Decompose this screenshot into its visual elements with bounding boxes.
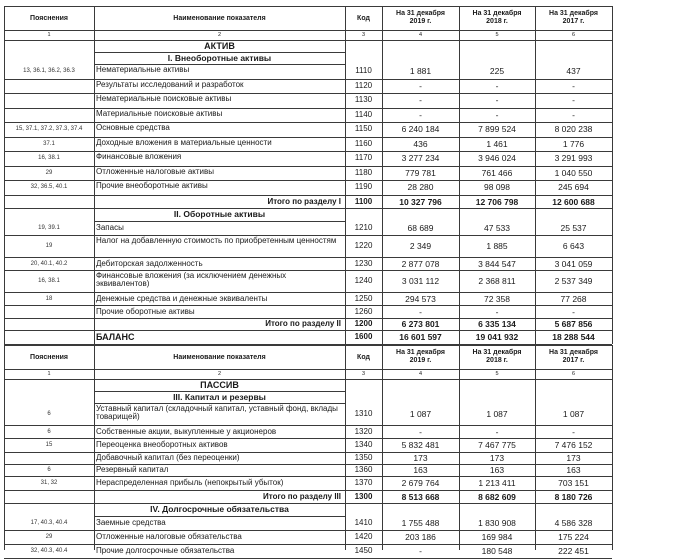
- value-2018: 173: [489, 452, 505, 463]
- value-2019: 173: [413, 452, 428, 463]
- row-note: 6: [47, 428, 51, 435]
- value-2018: 1 830 908: [478, 517, 516, 528]
- column-rule: [382, 345, 383, 379]
- row-note: 29: [45, 533, 53, 540]
- row-code: 1410: [354, 517, 373, 527]
- row-code: 1210: [354, 222, 373, 232]
- column-number: 2: [217, 370, 222, 377]
- value-2018: 225: [489, 66, 505, 76]
- column-rule: [535, 40, 536, 344]
- value-2018: 1 885: [486, 240, 508, 251]
- value-2019: 16 601 597: [399, 331, 442, 342]
- row-note: 17, 40.3, 40.4: [30, 519, 68, 526]
- value-2018: 163: [489, 464, 505, 475]
- value-2017: 703 151: [558, 477, 589, 488]
- row-rule: [4, 503, 612, 504]
- row-rule: [4, 208, 612, 209]
- value-2019: -: [419, 545, 422, 556]
- value-2019: 28 280: [407, 182, 434, 192]
- row-name: Материальные поисковые активы: [96, 108, 223, 118]
- value-2018: 761 466: [481, 167, 513, 178]
- value-2019: 163: [413, 464, 428, 475]
- row-code: 1170: [354, 153, 373, 162]
- column-rule: [459, 40, 460, 344]
- header-rule: [4, 40, 612, 41]
- row-note: 37.1: [43, 140, 55, 147]
- column-rule: [4, 379, 5, 551]
- row-rule: [4, 530, 612, 531]
- row-note: 13, 36.1, 36.2, 36.3: [23, 68, 75, 74]
- value-2017: 4 586 328: [554, 517, 593, 528]
- value-2017: 173: [566, 452, 581, 463]
- row-name: Прочие долгосрочные обязательства: [96, 545, 235, 555]
- row-rule: [4, 438, 612, 439]
- row-rule: [4, 257, 612, 258]
- value-2017: 5 687 856: [554, 318, 593, 329]
- value-2019: 6 240 184: [401, 124, 440, 134]
- row-name: Отложенные налоговые обязательства: [96, 531, 242, 541]
- value-2017: 2 537 349: [554, 275, 593, 286]
- value-2018: 2 368 811: [478, 275, 516, 286]
- value-2017: 3 291 993: [554, 153, 593, 163]
- header-date-2017: На 31 декабря 2017 г.: [549, 10, 598, 26]
- row-code: 1260: [354, 306, 373, 316]
- column-rule: [345, 40, 346, 344]
- value-2018: -: [495, 426, 499, 437]
- row-code: 1310: [354, 408, 373, 418]
- value-2017: 3 041 059: [554, 258, 593, 269]
- row-code: 1200: [354, 318, 373, 328]
- header-notes: Пояснения: [30, 15, 68, 22]
- value-2017: 12 600 688: [552, 196, 595, 207]
- row-name: Нераспределенная прибыль (непокрытый убыток): [96, 477, 284, 487]
- header-rule: [4, 6, 612, 7]
- row-name: Нематериальные активы: [96, 65, 190, 74]
- row-code: 1340: [354, 439, 373, 449]
- column-rule: [94, 345, 95, 379]
- value-2019: 2 877 078: [401, 258, 440, 269]
- value-2018: 1 087: [486, 408, 508, 419]
- value-2017: 6 643: [562, 240, 585, 251]
- value-2019: 203 186: [405, 531, 436, 542]
- row-code: 1100: [354, 196, 373, 206]
- row-rule: [4, 490, 612, 491]
- header-rule: [4, 345, 612, 346]
- column-number: 5: [495, 32, 499, 38]
- header-name: Наименование показателя: [173, 15, 266, 22]
- section-title-1: I. Внеоборотные активы: [167, 53, 272, 63]
- value-2018: 12 706 798: [475, 196, 519, 207]
- column-rule: [612, 379, 613, 551]
- value-2018: 169 984: [481, 531, 513, 542]
- row-name: Нематериальные поисковые активы: [96, 94, 232, 103]
- column-rule: [4, 6, 5, 40]
- column-rule: [382, 6, 383, 40]
- row-code: 1110: [355, 66, 372, 75]
- row-note: 19: [45, 242, 53, 249]
- value-2019: 5 832 481: [401, 439, 440, 450]
- header-name: Наименование показателя: [173, 353, 266, 361]
- column-rule: [4, 40, 5, 344]
- row-name: Отложенные налоговые активы: [96, 166, 214, 176]
- row-code: 1190: [354, 182, 373, 191]
- value-2019: 1 881: [409, 66, 432, 76]
- column-number: 1: [47, 370, 51, 377]
- value-2017: 1 040 550: [554, 167, 593, 178]
- value-2019: 779 781: [405, 167, 436, 178]
- row-code: 1220: [354, 240, 373, 250]
- header-date-2019: На 31 декабря 2019 г.: [396, 10, 445, 26]
- column-rule: [459, 345, 460, 379]
- row-note: 15: [45, 441, 53, 448]
- column-rule: [94, 40, 95, 344]
- row-note: 15, 37.1, 37.2, 37.3, 37.4: [15, 126, 83, 132]
- row-name: Переоценка внеоборотных активов: [96, 439, 228, 449]
- row-code: 1360: [354, 464, 373, 474]
- value-2019: 2 349: [409, 240, 432, 251]
- value-2019: -: [419, 426, 422, 437]
- row-name: Результаты исследований и разработок: [96, 79, 244, 89]
- row-note: 29: [45, 169, 53, 176]
- section-rule: [94, 516, 345, 517]
- value-2019: 6 273 801: [401, 318, 440, 329]
- value-2019: 3 277 234: [401, 153, 440, 163]
- row-rule: [4, 330, 612, 331]
- value-2017: -: [572, 109, 575, 120]
- section-title-liability: ПАССИВ: [200, 379, 239, 390]
- row-name: Добавочный капитал (без переоценки): [96, 452, 240, 462]
- header-date-2019: На 31 декабря 2019 г.: [396, 348, 445, 364]
- row-name: Собственные акции, выкупленные у акционеров: [96, 426, 277, 436]
- value-2019: 10 327 796: [399, 196, 442, 207]
- row-rule: [4, 195, 612, 196]
- row-code: 1140: [354, 109, 373, 119]
- row-name: Запасы: [96, 222, 124, 232]
- section-total: Итого по разделу III: [263, 491, 341, 501]
- value-2018: 6 335 134: [478, 318, 516, 329]
- row-rule: [4, 425, 612, 426]
- row-note: 6: [47, 410, 51, 417]
- section-title-3: III. Капитал и резервы: [173, 391, 266, 402]
- value-2017: 8 180 726: [554, 491, 593, 502]
- column-rule: [612, 345, 613, 379]
- row-rule: [4, 544, 612, 545]
- row-code: 1130: [354, 95, 373, 104]
- row-rule: [4, 305, 612, 306]
- value-2017: 1 087: [562, 408, 585, 419]
- column-rule: [535, 345, 536, 379]
- value-2017: -: [572, 95, 575, 105]
- value-2018: 19 041 932: [475, 331, 519, 342]
- value-2018: 1 461: [486, 138, 508, 149]
- value-2017: 437: [566, 66, 581, 76]
- value-2018: 3 844 547: [478, 258, 516, 269]
- value-2019: 294 573: [405, 293, 436, 304]
- value-2019: -: [419, 95, 422, 105]
- column-number: 5: [495, 370, 499, 377]
- column-rule: [382, 40, 383, 344]
- header-code: Код: [357, 353, 370, 361]
- header-code: Код: [357, 15, 370, 22]
- section-total: Итого по разделу I: [267, 196, 341, 206]
- value-2017: 163: [566, 464, 581, 475]
- value-2019: 1 087: [409, 408, 432, 419]
- row-name: Налог на добавленную стоимость по приобретенным ценностям: [96, 235, 337, 245]
- column-rule: [345, 345, 346, 379]
- row-note: 20, 40.1, 40.2: [30, 260, 68, 267]
- row-name: Основные средства: [96, 123, 170, 132]
- value-2019: -: [419, 109, 422, 120]
- value-2017: 8 020 238: [554, 124, 593, 134]
- value-2017: -: [572, 306, 575, 317]
- row-note: 31, 32: [40, 479, 58, 486]
- row-name: Прочие оборотные активы: [96, 306, 195, 316]
- value-2017: -: [572, 80, 575, 91]
- row-code: 1420: [354, 531, 373, 541]
- value-2019: -: [419, 80, 422, 91]
- row-rule: [4, 558, 612, 559]
- balance-total: БАЛАНС: [96, 331, 135, 342]
- row-note: 18: [45, 295, 53, 302]
- value-2017: 222 451: [558, 545, 589, 556]
- row-name: Дебиторская задолженность: [96, 258, 203, 268]
- row-code: 1160: [354, 138, 373, 148]
- header-rule: [4, 369, 612, 370]
- column-rule: [459, 379, 460, 551]
- row-name: Доходные вложения в материальные ценности: [96, 137, 272, 147]
- column-rule: [345, 6, 346, 40]
- value-2018: 180 548: [481, 545, 513, 556]
- section-title-2: II. Оборотные активы: [173, 208, 266, 219]
- value-2019: 1 755 488: [401, 517, 440, 528]
- column-rule: [535, 379, 536, 551]
- header-rule: [4, 30, 612, 31]
- row-rule: [4, 476, 612, 477]
- value-2018: 72 358: [484, 293, 510, 304]
- row-note: 16, 38.1: [38, 277, 60, 284]
- value-2019: 2 679 764: [401, 477, 440, 488]
- column-rule: [94, 6, 95, 40]
- value-2017: 1 776: [562, 138, 585, 149]
- value-2018: -: [495, 306, 499, 317]
- column-number: 3: [361, 370, 366, 377]
- value-2018: -: [495, 109, 499, 120]
- value-2018: 47 533: [484, 222, 510, 233]
- value-2018: 3 946 024: [478, 153, 516, 163]
- column-number: 2: [217, 32, 222, 38]
- header-date-2017: На 31 декабря 2017 г.: [549, 348, 598, 364]
- row-code: 1120: [354, 80, 373, 90]
- column-rule: [459, 6, 460, 40]
- column-number: 6: [571, 32, 576, 38]
- value-2017: 175 224: [558, 531, 589, 542]
- row-code: 1300: [354, 491, 373, 501]
- column-number: 6: [571, 370, 576, 377]
- value-2018: 98 098: [484, 182, 510, 192]
- row-rule: [4, 292, 612, 293]
- value-2019: 8 513 668: [401, 491, 440, 502]
- row-name: Резервный капитал: [96, 464, 169, 474]
- row-note: 6: [47, 466, 51, 473]
- value-2018: 1 213 411: [478, 477, 516, 488]
- value-2018: -: [495, 95, 499, 105]
- value-2017: 7 476 152: [554, 439, 593, 450]
- header-date-2018: На 31 декабря 2018 г.: [472, 10, 522, 26]
- row-code: 1230: [354, 258, 373, 268]
- row-code: 1180: [354, 167, 373, 177]
- row-note: 16, 38.1: [38, 155, 60, 161]
- column-number: 3: [361, 32, 366, 38]
- column-number: 4: [418, 370, 423, 377]
- column-rule: [535, 6, 536, 40]
- value-2017: 77 268: [560, 293, 587, 304]
- value-2018: -: [495, 80, 499, 91]
- header-notes: Пояснения: [30, 353, 68, 361]
- row-code: 1150: [354, 124, 373, 133]
- column-rule: [345, 379, 346, 551]
- row-code: 1370: [354, 477, 373, 487]
- row-name: Финансовые вложения (за исключением денежных эквивалентов): [96, 270, 287, 289]
- value-2018: 7 899 524: [478, 124, 516, 134]
- row-name: Заемные средства: [96, 517, 166, 527]
- row-note: 32, 40.3, 40.4: [30, 547, 68, 554]
- value-2019: 436: [413, 138, 428, 149]
- row-code: 1600: [354, 331, 373, 341]
- column-rule: [4, 345, 5, 379]
- row-name: Прочие внеоборотные активы: [96, 181, 208, 190]
- row-name: Финансовые вложения: [96, 152, 182, 161]
- section-title-4: IV. Долгосрочные обязательства: [150, 503, 289, 514]
- column-rule: [612, 6, 613, 40]
- value-2017: 245 694: [558, 182, 589, 192]
- value-2019: -: [419, 306, 422, 317]
- section-rule: [94, 221, 345, 222]
- row-name: Денежные средства и денежные эквиваленты: [96, 293, 268, 303]
- column-rule: [612, 40, 613, 344]
- column-number: 1: [47, 32, 51, 38]
- value-2018: 8 682 609: [478, 491, 516, 502]
- column-rule: [382, 379, 383, 551]
- value-2017: -: [572, 426, 575, 437]
- column-rule: [94, 379, 95, 551]
- row-code: 1250: [354, 293, 373, 303]
- section-title-asset: АКТИВ: [204, 41, 235, 51]
- header-date-2018: На 31 декабря 2018 г.: [472, 348, 522, 364]
- row-note: 19, 39.1: [38, 224, 60, 231]
- header-rule: [4, 379, 612, 380]
- row-code: 1450: [354, 545, 373, 555]
- value-2019: 68 689: [407, 222, 434, 233]
- column-number: 4: [418, 32, 423, 38]
- value-2017: 18 288 544: [552, 331, 595, 342]
- row-code: 1240: [354, 275, 373, 285]
- row-note: 32, 36.5, 40.1: [30, 184, 68, 190]
- value-2017: 25 537: [560, 222, 587, 233]
- value-2018: 7 467 775: [478, 439, 516, 450]
- value-2019: 3 031 112: [401, 275, 440, 286]
- row-name: Уставный капитал (складочный капитал, уставный фонд, вклады товарищей): [96, 403, 338, 422]
- row-code: 1320: [354, 426, 373, 436]
- section-total: Итого по разделу II: [265, 318, 341, 328]
- row-code: 1350: [354, 452, 373, 462]
